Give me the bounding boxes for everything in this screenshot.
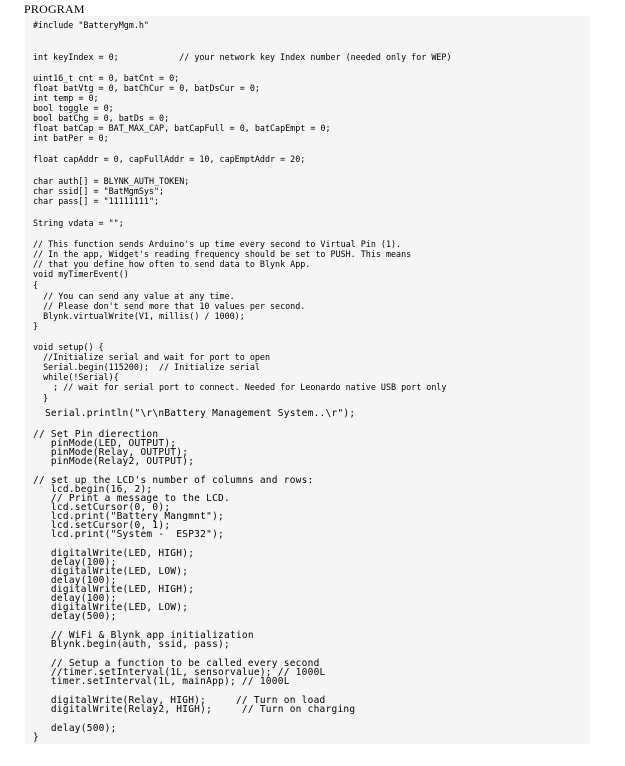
code-line: lcd.print("System - ESP32"); <box>33 529 225 540</box>
code-line: digitalWrite(Relay, HIGH); // Turn on load <box>33 695 326 706</box>
code-line: void setup() { <box>33 342 104 352</box>
code-line: while(!Serial){ <box>33 372 119 382</box>
code-line: delay(500); <box>33 611 117 622</box>
code-line: Blynk.virtualWrite(V1, millis() / 1000); <box>33 311 245 321</box>
code-line: lcd.print("Battery Mangmnt"); <box>33 511 225 522</box>
code-line: delay(100); <box>33 575 117 586</box>
code-line: pinMode(LED, OUTPUT); <box>33 438 177 449</box>
code-line: // Print a message to the LCD. <box>33 493 230 504</box>
code-line: // In the app, Widget's reading frequency should be set to PUSH. This means <box>33 249 412 259</box>
code-line: uint16_t cnt = 0, batCnt = 0; <box>33 73 180 83</box>
code-line: #include "BatteryMgm.h" <box>33 20 149 30</box>
code-line: lcd.begin(16, 2); <box>33 484 153 495</box>
code-line: Serial.begin(115200); // Initialize serial <box>33 362 260 372</box>
code-line: // This function sends Arduino's up time every second to Virtual Pin (1). <box>33 239 402 249</box>
code-line: // that you define how often to send data to Blynk App. <box>33 259 311 269</box>
code-line: float batVtg = 0, batChCur = 0, batDsCur = 0; <box>33 83 260 93</box>
code-line: //timer.setInterval(1L, sensorvalue); // 1000L <box>33 667 326 678</box>
code-line: timer.setInterval(1L, mainApp); // 1000L <box>33 676 290 687</box>
code-line: delay(100); <box>33 593 117 604</box>
code-line: int keyIndex = 0; // your network key Index number (needed only for WEP) <box>33 52 452 62</box>
code-line: digitalWrite(LED, LOW); <box>33 602 189 613</box>
code-line: // WiFi & Blynk app initialization <box>33 630 254 641</box>
code-listing <box>25 16 590 744</box>
code-line: lcd.setCursor(0, 1); <box>33 520 171 531</box>
code-line: int temp = 0; <box>33 93 99 103</box>
code-line: // Set Pin dierection <box>33 429 159 440</box>
code-line: char pass[] = "11111111"; <box>33 196 160 206</box>
code-line: digitalWrite(LED, HIGH); <box>33 584 195 595</box>
code-line: digitalWrite(LED, HIGH); <box>33 548 195 559</box>
code-line: lcd.setCursor(0, 0); <box>33 502 171 513</box>
code-line: void myTimerEvent() <box>33 269 129 279</box>
code-line: Blynk.begin(auth, ssid, pass); <box>33 639 230 650</box>
code-line: // set up the LCD's number of columns and rows: <box>33 475 314 486</box>
code-line: digitalWrite(Relay2, HIGH); // Turn on charging <box>33 704 356 715</box>
code-line: int batPer = 0; <box>33 133 109 143</box>
code-line: bool batChg = 0, batDs = 0; <box>33 113 170 123</box>
code-line: } <box>33 732 39 743</box>
code-line: float batCap = BAT_MAX_CAP, batCapFull = 0, batCapEmpt = 0; <box>33 123 331 133</box>
code-line: } <box>33 321 39 331</box>
code-line: char auth[] = BLYNK_AUTH_TOKEN; <box>33 176 190 186</box>
code-line: // You can send any value at any time. <box>33 291 235 301</box>
code-line: delay(500); <box>33 723 117 734</box>
code-line: Serial.println("\r\nBattery Management System..\r"); <box>33 408 356 419</box>
code-line: float capAddr = 0, capFullAddr = 10, capEmptAddr = 20; <box>33 154 306 164</box>
code-line: //Initialize serial and wait for port to open <box>33 352 270 362</box>
code-line: char ssid[] = "BatMgmSys"; <box>33 186 165 196</box>
code-line: String vdata = ""; <box>33 218 124 228</box>
code-line: } <box>33 393 49 403</box>
code-line: ; // wait for serial port to connect. Needed for Leonardo native USB port only <box>33 382 447 392</box>
code-line: bool toggle = 0; <box>33 103 114 113</box>
program-heading: PROGRAM <box>24 2 85 16</box>
code-line: { <box>33 280 39 290</box>
code-line: // Please don't send more that 10 values per second. <box>33 301 306 311</box>
code-line: pinMode(Relay, OUTPUT); <box>33 447 189 458</box>
code-line: // Setup a function to be called every second <box>33 658 320 669</box>
code-line: digitalWrite(LED, LOW); <box>33 566 189 577</box>
code-line: pinMode(Relay2, OUTPUT); <box>33 456 195 467</box>
code-line: delay(100); <box>33 557 117 568</box>
